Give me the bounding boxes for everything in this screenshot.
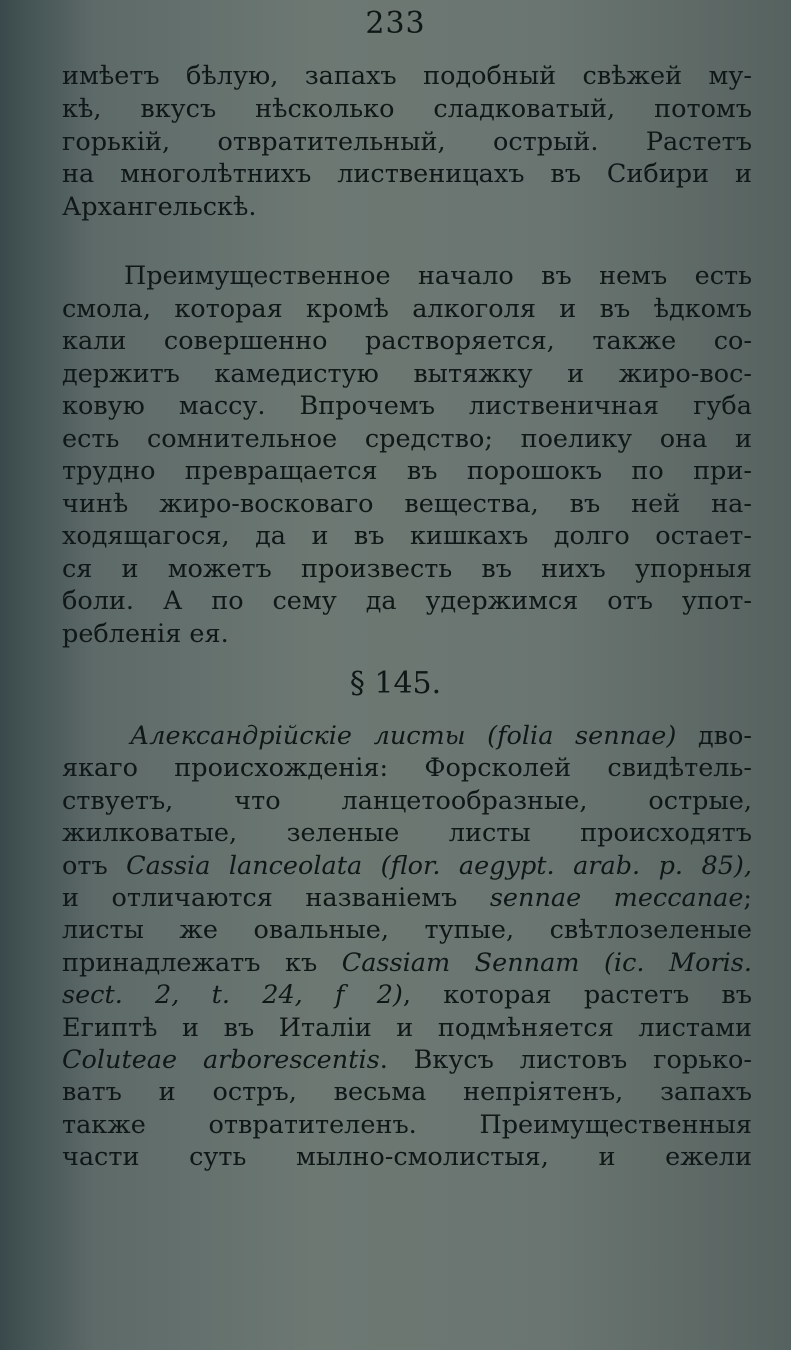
text-line: ствуетъ, что ланцетообразные, острые,	[62, 785, 752, 816]
text-line: боли. А по сему да удержимся отъ упот-	[62, 586, 752, 616]
text-line: ковую массу. Впрочемъ лиственичная губа	[62, 391, 752, 421]
italic-term: Cassia lanceolata (flor. aegypt. arab. p. 85),	[126, 850, 752, 881]
text-line	[62, 850, 752, 882]
text-line: ся и можетъ произвесть въ нихъ упорныя	[62, 553, 752, 584]
text-line: листы же овальные, тупые, свѣтлозеленые	[62, 915, 752, 946]
text-line: кѣ, вкусъ нѣсколько сладковатый, потомъ	[62, 93, 752, 124]
italic-term: Александрійскіе листы (folia sennae)	[130, 721, 677, 751]
text-line: трудно превращается въ порошокъ по при-	[62, 456, 752, 486]
text-fragment: . Вкусъ листовъ горько-	[379, 1045, 752, 1076]
text-fragment: дво-	[676, 721, 752, 751]
page-number: 233	[365, 6, 426, 41]
italic-term: sennae meccanae	[489, 883, 744, 914]
text-line: ребленія ея.	[62, 618, 229, 649]
text-line	[62, 1044, 752, 1076]
text-line: кали совершенно растворяется, также со-	[62, 326, 752, 356]
text-line: ходящагося, да и въ кишкахъ долго остает-	[62, 521, 752, 551]
text-line: имѣетъ бѣлую, запахъ подобный свѣжей му-	[62, 61, 752, 91]
text-line: чинѣ жиро-восковаго вещества, въ ней на-	[62, 488, 752, 519]
text-line	[62, 947, 752, 979]
text-fragment: , которая растетъ въ	[402, 980, 753, 1011]
text-fragment: и отличаются названіемъ	[62, 883, 490, 914]
italic-term: Coluteae arborescentis	[62, 1045, 380, 1076]
text-line: жилковатые, зеленые листы происходятъ	[62, 818, 752, 849]
text-line	[62, 720, 752, 752]
text-line: Египтѣ и въ Италіи и подмѣняется листами	[62, 1012, 752, 1043]
text-line: ватъ и остръ, весьма непріятенъ, запахъ	[62, 1077, 752, 1108]
text-fragment: ;	[743, 883, 753, 914]
paragraph-2	[62, 260, 752, 650]
text-line: Архангельскѣ.	[62, 192, 257, 223]
text-line: Преимущественное начало въ немъ есть	[124, 261, 752, 291]
text-line	[62, 882, 752, 914]
text-line: на многолѣтнихъ лиственицахъ въ Сибири и	[62, 159, 752, 190]
italic-term: sect. 2, t. 24, f 2)	[62, 980, 403, 1011]
text-line: держитъ камедистую вытяжку и жиро-вос-	[62, 358, 752, 389]
text-fragment: отъ	[62, 850, 127, 881]
text-line: части суть мылно-смолистыя, и ежели	[62, 1142, 752, 1173]
text-line: смола, которая кромѣ алкоголя и въ ѣдкомъ	[62, 293, 752, 324]
italic-term: Cassiam Sennam (ic. Moris.	[341, 947, 752, 978]
paragraph-1	[62, 60, 752, 224]
text-line: также отвратителенъ. Преимущественныя	[62, 1109, 752, 1140]
text-line: есть сомнительное средство; поелику она и	[62, 423, 752, 454]
text-line	[62, 979, 752, 1011]
section-heading: § 145.	[349, 666, 442, 701]
text-fragment: принадлежатъ къ	[62, 947, 342, 978]
text-line: якаго происхожденія: Форсколей свидѣтель-	[62, 753, 752, 784]
paragraph-3	[62, 720, 752, 1174]
text-line: горькій, отвратительный, острый. Растетъ	[62, 126, 752, 157]
